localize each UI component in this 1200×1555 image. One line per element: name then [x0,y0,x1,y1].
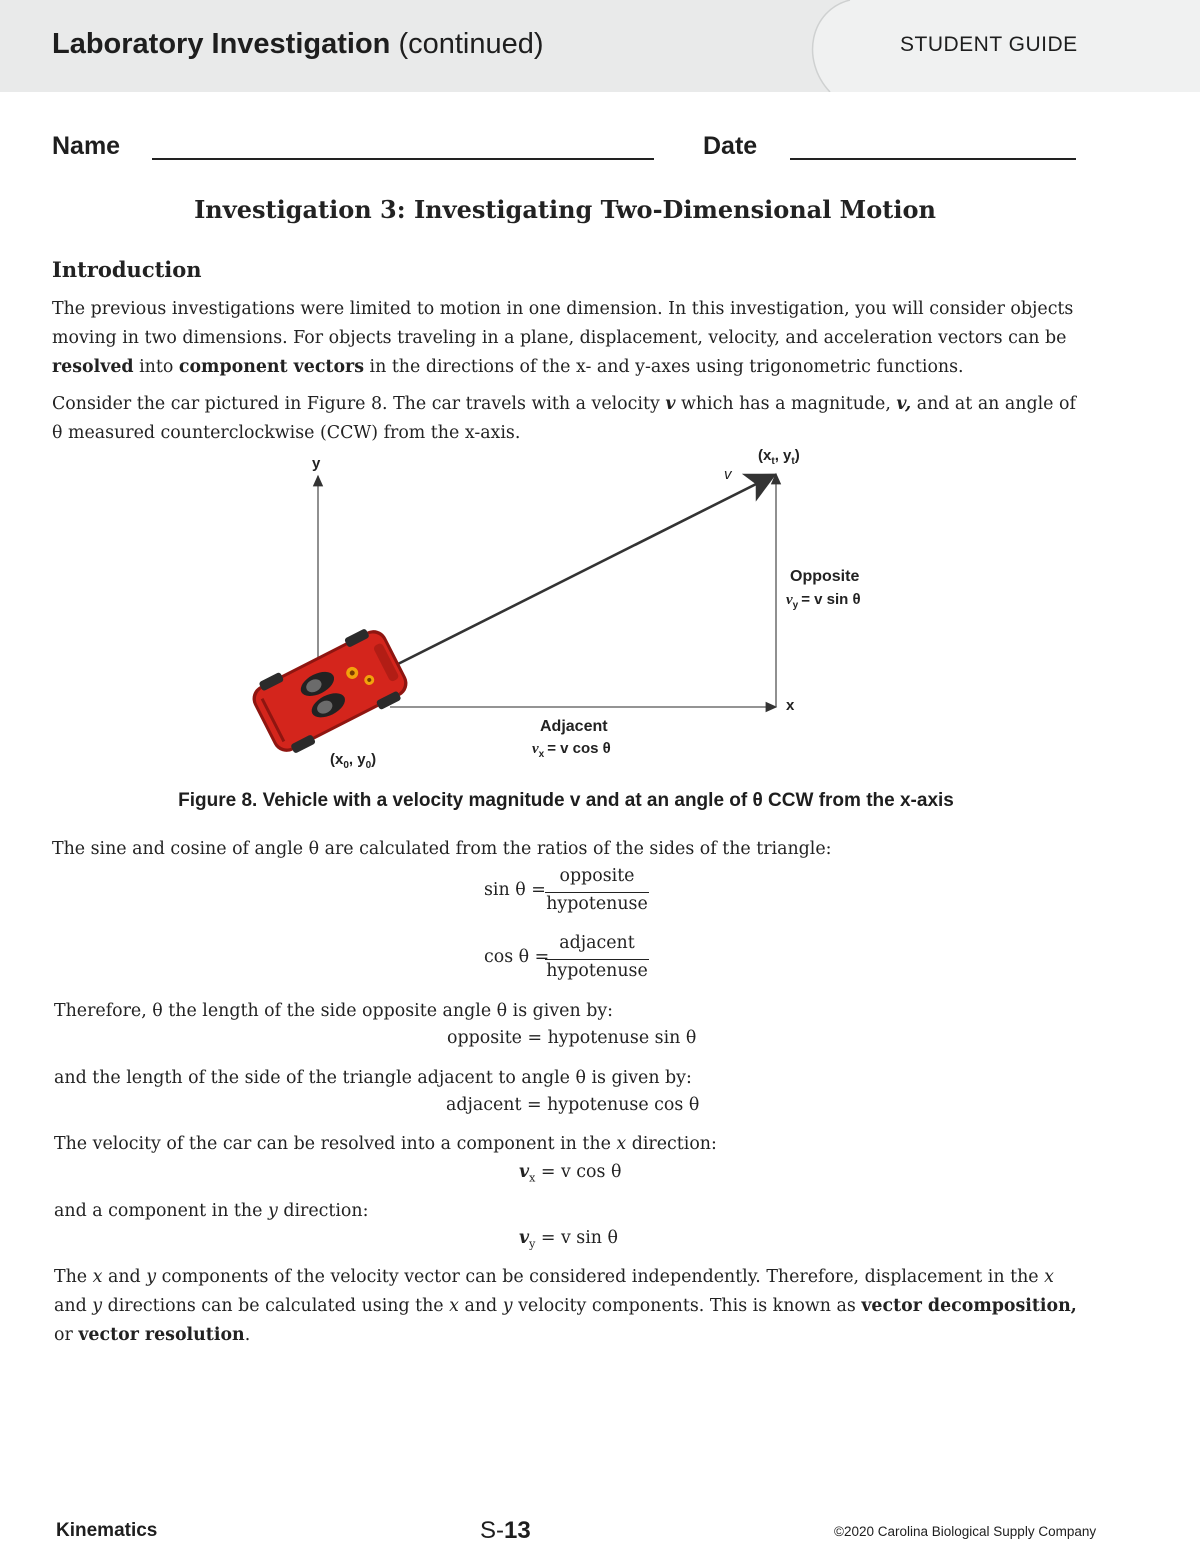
opposite-equation: $v_y = v$ sin θ [786,591,861,611]
adjacent-equation: $v_x = v$ cos θ [532,740,611,760]
end-point-label: ($x_t$, $y_t$) [758,447,800,467]
therefore-text: Therefore, θ the length of the side opposite angle θ is given by: [54,1001,614,1021]
copyright-notice: ©2020 Carolina Biological Supply Company [834,1524,1097,1539]
y-axis-label: y [312,455,321,472]
introduction-heading: Introduction [52,257,202,282]
opposite-label: Opposite [790,568,860,585]
vx-intro: The velocity of the car can be resolved into a component in the x direction: [54,1134,717,1154]
car-illustration [246,622,414,760]
adjacent-intro: and the length of the side of the triangle adjacent to angle θ is given by: [54,1068,692,1088]
intro-paragraph-1: The previous investigations were limited to motion in one dimension. In this investigation, you will consider objects moving in two dimensions. For objects traveling in a plane, displacement, velocity, and acceleration vectors can be resolved into component vectors in the directions of the x- and y-axes using trigonometric functions. [52,299,1074,377]
sine-formula: sin θ = opposite hypotenuse [484,866,648,914]
figure-8-caption: Figure 8. Vehicle with a velocity magnitude v and at an angle of θ CCW from the x-axis [178,790,954,811]
adjacent-label: Adjacent [540,718,608,735]
name-field-line[interactable] [152,158,654,160]
student-guide-label: STUDENT GUIDE [900,33,1078,56]
cosine-formula: cos θ = adjacent hypotenuse [484,933,648,981]
vy-intro: and a component in the y direction: [54,1201,369,1221]
velocity-label: v [724,466,732,483]
vy-equation: $v_y = v$ sin θ [519,1228,618,1251]
ratio-intro: The sine and cosine of angle θ are calculated from the ratios of the sides of the triangle: [52,839,832,859]
velocity-vector [390,476,772,668]
figure-8-vector-diagram [240,446,900,776]
start-point-label: ($x_0$, $y_0$) [330,751,377,771]
adjacent-equation: adjacent = hypotenuse cos θ [446,1095,700,1115]
opposite-equation: opposite = hypotenuse sin θ [447,1028,697,1048]
date-field-line[interactable] [790,158,1076,160]
vx-equation: $v_x = v$ cos θ [519,1162,622,1185]
footer-section-name: Kinematics [56,1520,158,1541]
x-axis-label: x [786,697,795,714]
name-label: Name [52,132,121,160]
page-header-title: Laboratory Investigation (continued) [52,28,544,60]
investigation-title: Investigation 3: Investigating Two-Dimensional Motion [194,195,936,224]
date-label: Date [703,132,758,160]
intro-paragraph-2: Consider the car pictured in Figure 8. The car travels with a velocity v which has a magnitude, v, and at an angle of θ measured counterclockwise (CCW) from the x-axis. [52,394,1076,443]
page-number: S-13 [480,1517,531,1544]
vector-resolution-paragraph: The x and y components of the velocity vector can be considered independently. Therefore, displacement in the x and y directions can be calculated using the x and y velocity components. This is known as vector decomposition, or vector resolution. [54,1267,1077,1345]
